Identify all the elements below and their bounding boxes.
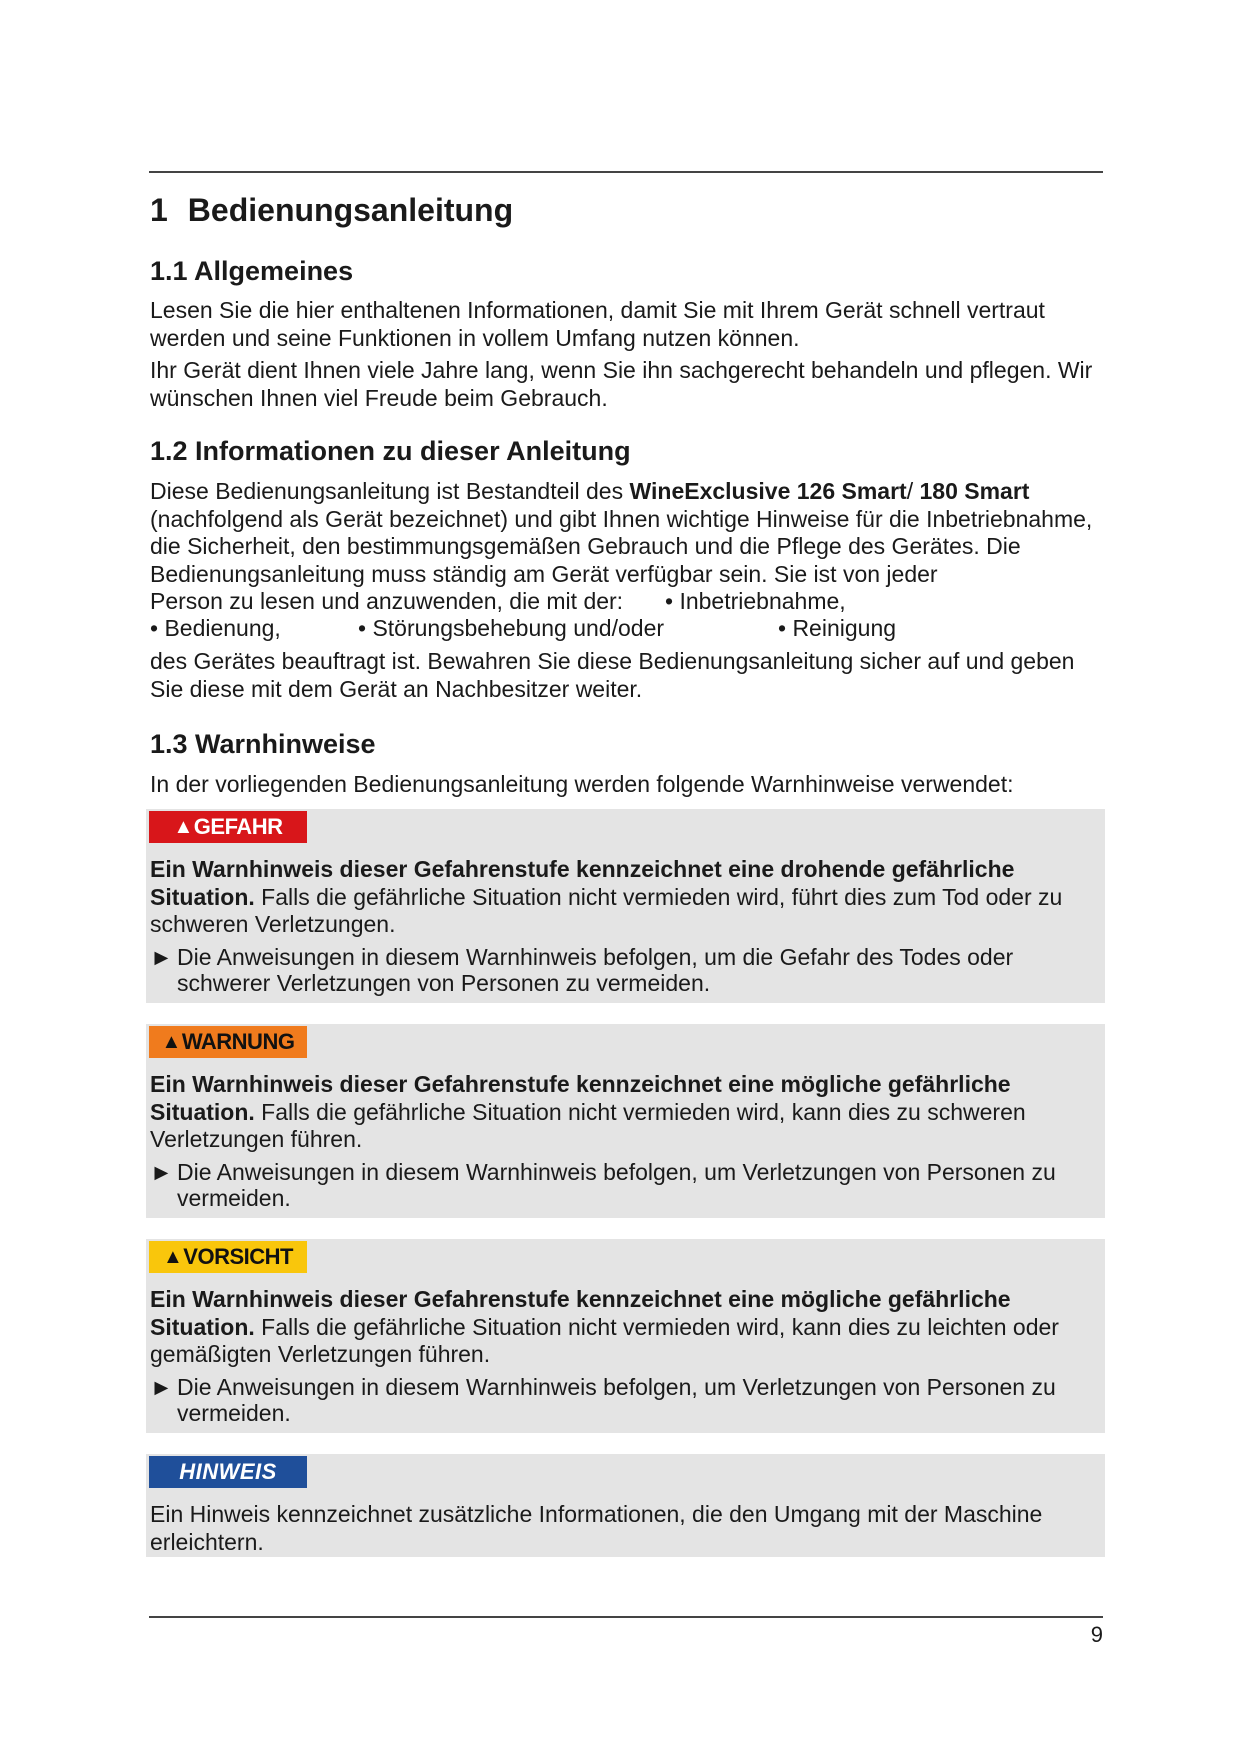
arrow-right-icon: ►	[150, 944, 173, 970]
chapter-title-text: Bedienungsanleitung	[187, 192, 514, 228]
list-item: • Störungsbehebung und/oder	[358, 615, 665, 641]
notice-box	[146, 1454, 1105, 1557]
warning-box	[146, 1024, 1105, 1218]
warning-badge-label: WARNUNG	[181, 1029, 295, 1054]
footer-rule	[149, 1616, 1103, 1618]
warning-badge	[149, 1026, 307, 1058]
chapter-number: 1	[150, 192, 168, 228]
caution-box	[146, 1239, 1105, 1433]
danger-description	[150, 856, 1100, 939]
product-separator: /	[906, 478, 920, 504]
arrow-right-icon: ►	[150, 1159, 173, 1185]
danger-badge-label: GEFAHR	[193, 814, 283, 839]
section-heading-1-2: 1.2 Informationen zu dieser Anleitung	[150, 436, 631, 466]
product-name-2: 180 Smart	[919, 478, 1030, 504]
paragraph-manual-info	[150, 478, 1105, 588]
warning-action-text: Die Anweisungen in diesem Warnhinweis befolgen, um Verletzungen von Personen zu vermeiden.	[177, 1159, 1056, 1211]
caution-badge	[149, 1241, 307, 1273]
warning-triangle-icon: ▲	[163, 1245, 183, 1268]
section-heading-1-3: 1.3 Warnhinweise	[150, 729, 376, 759]
product-name: WineExclusive 126 Smart	[629, 478, 907, 504]
notice-badge-label: HINWEIS	[179, 1459, 277, 1484]
warning-action	[150, 1160, 1100, 1211]
header-rule	[149, 171, 1103, 173]
paragraph-warnings-intro: In der vorliegenden Bedienungsanleitung werden folgende Warnhinweise verwendet:	[150, 771, 1014, 797]
paragraph-general-1: Lesen Sie die hier enthaltenen Informationen, damit Sie mit Ihrem Gerät schnell vertraut werden und seine Funktionen in vollem Umfang nutzen können.	[150, 297, 1045, 351]
caution-description-text: Falls die gefährliche Situation nicht vermieden wird, kann dies zu leichten oder gemäßigten Verletzungen führen.	[150, 1313, 1059, 1367]
list-item: • Reinigung	[778, 615, 897, 641]
danger-description-text: Falls die gefährliche Situation nicht vermieden wird, führt dies zum Tod oder zu schweren Verletzungen.	[150, 883, 1063, 937]
warning-description-bold: Ein Warnhinweis dieser Gefahrenstufe kennzeichnet eine mögliche gefährliche Situation.	[150, 1071, 1011, 1125]
caution-badge-label: VORSICHT	[183, 1244, 293, 1269]
list-item: • Bedienung,	[150, 615, 281, 641]
paragraph-manual-storage: des Gerätes beauftragt ist. Bewahren Sie diese Bedienungsanleitung sicher auf und geben Sie diese mit dem Gerät an Nachbesitzer weiter.	[150, 648, 1075, 702]
caution-description	[150, 1286, 1100, 1369]
list-item: • Inbetriebnahme,	[665, 588, 846, 614]
danger-box	[146, 809, 1105, 1003]
intro-text-continued: (nachfolgend als Gerät bezeichnet) und gibt Ihnen wichtige Hinweise für die Inbetriebnahme, die Sicherheit, den bestimmungsgemäßen Gebrauch und die Pflege des Gerätes. Die Bedienungsanleitung muss ständig am Gerät verfügbar sein. Sie ist von jeder	[150, 505, 1093, 587]
caution-description-bold: Ein Warnhinweis dieser Gefahrenstufe kennzeichnet eine mögliche gefährliche Situation.	[150, 1286, 1011, 1340]
warning-triangle-icon: ▲	[161, 1030, 181, 1053]
section-heading-1-1: 1.1 Allgemeines	[150, 256, 354, 286]
intro-text: Diese Bedienungsanleitung ist Bestandteil des	[150, 478, 630, 504]
caution-action-text: Die Anweisungen in diesem Warnhinweis befolgen, um Verletzungen von Personen zu vermeiden.	[177, 1374, 1056, 1426]
warning-description	[150, 1071, 1100, 1154]
chapter-title	[150, 192, 513, 229]
danger-action	[150, 945, 1100, 996]
warning-triangle-icon: ▲	[173, 815, 193, 838]
danger-description-bold: Ein Warnhinweis dieser Gefahrenstufe kennzeichnet eine drohende gefährliche Situation.	[150, 856, 1015, 910]
warning-description-text: Falls die gefährliche Situation nicht vermieden wird, kann dies zu schweren Verletzungen führen.	[150, 1098, 1026, 1152]
notice-description: Ein Hinweis kennzeichnet zusätzliche Informationen, die den Umgang mit der Maschine erleichtern.	[150, 1501, 1043, 1555]
notice-badge	[149, 1456, 307, 1488]
page-number: 9	[1090, 1622, 1103, 1647]
danger-action-text: Die Anweisungen in diesem Warnhinweis befolgen, um die Gefahr des Todes oder schwerer Verletzungen von Personen zu vermeiden.	[177, 944, 1014, 996]
list-lead-text: Person zu lesen und anzuwenden, die mit der:	[150, 588, 624, 614]
danger-badge	[149, 811, 307, 843]
caution-action	[150, 1375, 1100, 1426]
arrow-right-icon: ►	[150, 1374, 173, 1400]
paragraph-general-2: Ihr Gerät dient Ihnen viele Jahre lang, wenn Sie ihn sachgerecht behandeln und pflegen. Wir wünschen Ihnen viel Freude beim Gebrauch.	[150, 357, 1093, 411]
